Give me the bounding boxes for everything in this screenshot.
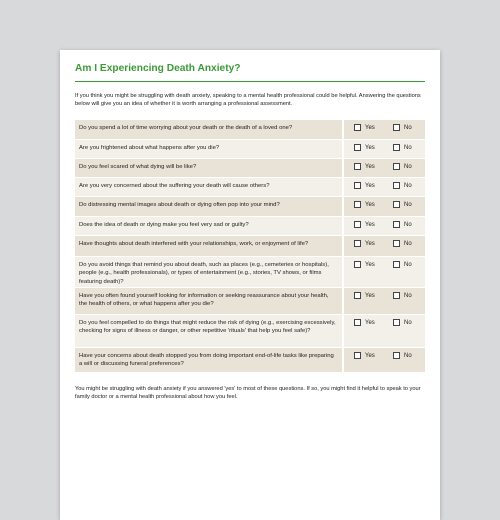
question-row: [75, 120, 425, 139]
yes-checkbox[interactable]: [354, 240, 361, 247]
no-checkbox[interactable]: [393, 182, 400, 189]
yes-option[interactable]: [354, 352, 375, 359]
question-row: [75, 257, 425, 287]
no-option[interactable]: [393, 319, 412, 326]
no-checkbox[interactable]: [393, 261, 400, 268]
no-checkbox[interactable]: [393, 319, 400, 326]
no-checkbox[interactable]: [393, 352, 400, 359]
yes-label: Yes: [365, 163, 375, 170]
title-divider: [75, 81, 425, 82]
question-text: Do you avoid things that remind you about death, such as places (e.g., cemeteries or hospitals), people (e.g., health professionals), or types of entertainment (e.g., stories, TV shows, or films featuring death)?: [75, 257, 342, 287]
yes-checkbox[interactable]: [354, 201, 361, 208]
yes-option[interactable]: [354, 163, 375, 170]
question-row: [75, 197, 425, 216]
no-label: No: [404, 124, 412, 131]
no-checkbox[interactable]: [393, 124, 400, 131]
no-label: No: [404, 163, 412, 170]
yes-option[interactable]: [354, 182, 375, 189]
answer-cell: [344, 236, 425, 256]
no-option[interactable]: [393, 352, 412, 359]
worksheet-page: [60, 50, 440, 520]
yes-label: Yes: [365, 144, 375, 151]
question-text: Are you very concerned about the suffering your death will cause others?: [75, 178, 342, 196]
yes-option[interactable]: [354, 240, 375, 247]
yes-label: Yes: [365, 319, 375, 326]
no-option[interactable]: [393, 261, 412, 268]
question-text: Do distressing mental images about death or dying often pop into your mind?: [75, 197, 342, 216]
no-label: No: [404, 292, 412, 299]
answer-cell: [344, 288, 425, 314]
no-option[interactable]: [393, 144, 412, 151]
intro-paragraph: If you think you might be struggling with death anxiety, speaking to a mental health professional could be helpful. Answering the questions below will give you an idea of whether it is worth arranging a professional assessment.: [75, 93, 421, 107]
yes-checkbox[interactable]: [354, 292, 361, 299]
answer-cell: [344, 178, 425, 196]
yes-option[interactable]: [354, 124, 375, 131]
question-row: [75, 236, 425, 256]
yes-option[interactable]: [354, 292, 375, 299]
yes-label: Yes: [365, 352, 375, 359]
no-option[interactable]: [393, 182, 412, 189]
no-checkbox[interactable]: [393, 292, 400, 299]
no-option[interactable]: [393, 163, 412, 170]
yes-checkbox[interactable]: [354, 163, 361, 170]
question-text: Do you spend a lot of time worrying about your death or the death of a loved one?: [75, 120, 342, 139]
yes-option[interactable]: [354, 144, 375, 151]
question-text: Are you frightened about what happens after you die?: [75, 140, 342, 158]
question-text: Have thoughts about death interfered with your relationships, work, or enjoyment of life?: [75, 236, 342, 256]
yes-option[interactable]: [354, 261, 375, 268]
no-label: No: [404, 182, 412, 189]
question-row: [75, 348, 425, 372]
question-row: [75, 140, 425, 158]
yes-option[interactable]: [354, 201, 375, 208]
question-row: [75, 159, 425, 177]
yes-label: Yes: [365, 182, 375, 189]
question-text: Do you feel scared of what dying will be like?: [75, 159, 342, 177]
yes-label: Yes: [365, 240, 375, 247]
question-row: [75, 288, 425, 314]
answer-cell: [344, 120, 425, 139]
yes-label: Yes: [365, 124, 375, 131]
no-label: No: [404, 144, 412, 151]
no-option[interactable]: [393, 292, 412, 299]
no-label: No: [404, 352, 412, 359]
answer-cell: [344, 159, 425, 177]
yes-checkbox[interactable]: [354, 182, 361, 189]
no-option[interactable]: [393, 201, 412, 208]
no-label: No: [404, 240, 412, 247]
question-row: [75, 178, 425, 196]
yes-label: Yes: [365, 201, 375, 208]
answer-cell: [344, 140, 425, 158]
yes-checkbox[interactable]: [354, 261, 361, 268]
answer-cell: [344, 197, 425, 216]
yes-checkbox[interactable]: [354, 144, 361, 151]
yes-option[interactable]: [354, 221, 375, 228]
yes-checkbox[interactable]: [354, 319, 361, 326]
yes-label: Yes: [365, 292, 375, 299]
answer-cell: [344, 348, 425, 372]
no-checkbox[interactable]: [393, 201, 400, 208]
yes-label: Yes: [365, 221, 375, 228]
yes-option[interactable]: [354, 319, 375, 326]
page-title: Am I Experiencing Death Anxiety?: [75, 63, 241, 74]
no-label: No: [404, 221, 412, 228]
no-label: No: [404, 201, 412, 208]
no-checkbox[interactable]: [393, 144, 400, 151]
yes-checkbox[interactable]: [354, 221, 361, 228]
answer-cell: [344, 217, 425, 235]
footer-paragraph: You might be struggling with death anxiety if you answered 'yes' to most of these questions. If so, you might find it helpful to speak to your family doctor or a mental health professional about how you feel.: [75, 386, 421, 400]
question-text: Does the idea of death or dying make you feel very sad or guilty?: [75, 217, 342, 235]
no-checkbox[interactable]: [393, 163, 400, 170]
answer-cell: [344, 257, 425, 287]
no-option[interactable]: [393, 221, 412, 228]
yes-checkbox[interactable]: [354, 124, 361, 131]
question-row: [75, 217, 425, 235]
no-label: No: [404, 261, 412, 268]
no-checkbox[interactable]: [393, 221, 400, 228]
no-option[interactable]: [393, 124, 412, 131]
no-label: No: [404, 319, 412, 326]
question-text: Have your concerns about death stopped you from doing important end-of-life tasks like preparing a will or discussing funeral preferences?: [75, 348, 342, 372]
question-row: [75, 315, 425, 347]
question-text: Have you often found yourself looking for information or seeking reassurance about your health, the health of others, or what happens after you die?: [75, 288, 342, 314]
answer-cell: [344, 315, 425, 347]
question-text: Do you feel compelled to do things that might reduce the risk of dying (e.g., exercising excessively, checking for signs of illness or danger, or other repetitive 'rituals' that help you feel safe)?: [75, 315, 342, 347]
no-option[interactable]: [393, 240, 412, 247]
yes-label: Yes: [365, 261, 375, 268]
yes-checkbox[interactable]: [354, 352, 361, 359]
no-checkbox[interactable]: [393, 240, 400, 247]
